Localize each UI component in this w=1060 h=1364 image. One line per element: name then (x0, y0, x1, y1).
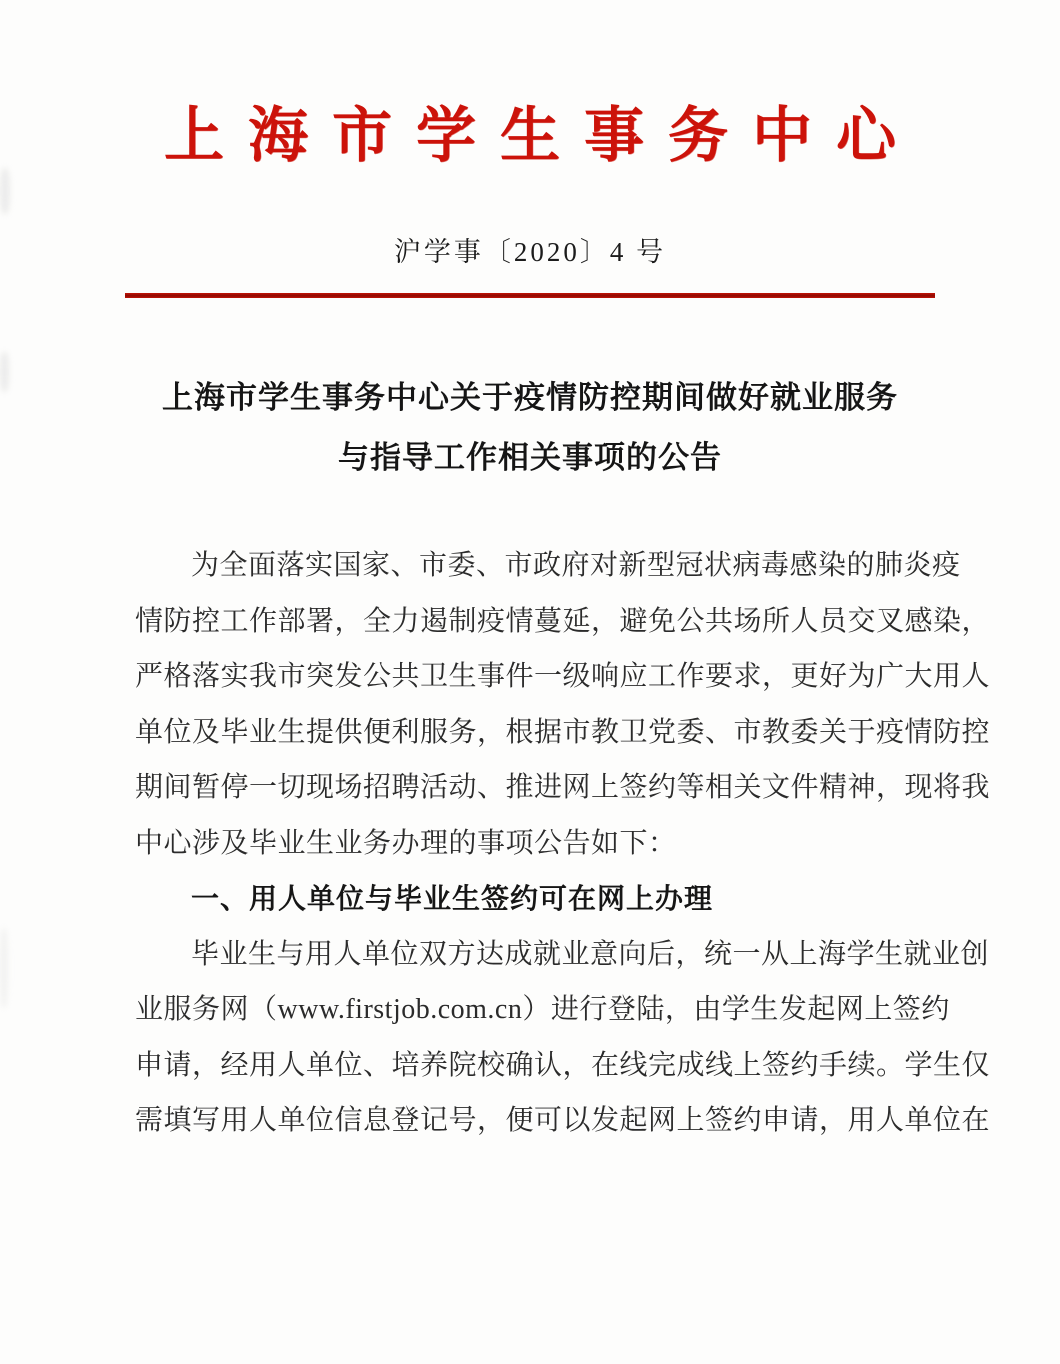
document-body (135, 538, 991, 1149)
body-line: 需填写用人单位信息登记号，便可以发起网上签约申请，用人单位在 (135, 1105, 991, 1136)
red-divider-line (125, 293, 935, 298)
body-line: 严格落实我市突发公共卫生事件一级响应工作要求，更好为广大用人 (135, 661, 991, 692)
body-line: 申请，经用人单位、培养院校确认，在线完成线上签约手续。学生仅 (135, 1049, 991, 1081)
body-line: 中心涉及毕业生业务办理的事项公告如下： (135, 827, 677, 859)
body-line: 毕业生与用人单位双方达成就业意向后，统一从上海学生就业创 (191, 938, 990, 970)
body-line: 期间暂停一切现场招聘活动、推进网上签约等相关文件精神，现将我 (135, 772, 991, 803)
scan-artifact (0, 928, 8, 1008)
body-line: 单位及毕业生提供便利服务，根据市教卫党委、市教委关于疫情防控 (135, 716, 991, 748)
section-heading-1: 一、用人单位与毕业生签约可在网上办理 (191, 883, 714, 914)
document-title (0, 368, 1060, 488)
scan-artifact (0, 352, 9, 392)
scan-artifact (0, 168, 10, 214)
title-line-1: 上海市学生事务中心关于疫情防控期间做好就业服务 (162, 380, 898, 415)
document-number: 沪学事〔2020〕4 号 (393, 237, 667, 267)
body-line: 情防控工作部署，全力遏制疫情蔓延，避免公共场所人员交叉感染， (135, 605, 991, 637)
body-line: 业服务网（www.firstjob.com.cn）进行登陆，由学生发起网上签约 (135, 994, 950, 1025)
body-line: 为全面落实国家、市委、市政府对新型冠状病毒感染的肺炎疫 (191, 550, 961, 581)
title-line-2: 与指导工作相关事项的公告 (338, 440, 722, 475)
letterhead-title: 上海市学生事务中心 (164, 103, 920, 169)
